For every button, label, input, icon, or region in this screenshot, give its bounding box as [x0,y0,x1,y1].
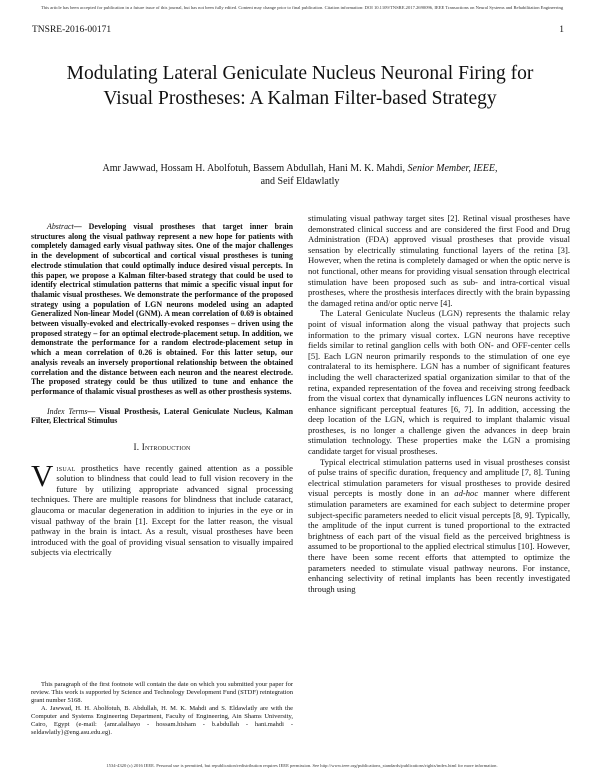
intro-paragraph-3 [308,457,570,595]
intro-paragraph-1-cont: stimulating visual pathway target sites [2]. Retinal visual prostheses have demonstrated clinical success and are considered the first Food and Drug Administration (FDA) approved visual prostheses that provide visual sensation by electrically stimulating functional layers of the retina [3]. However, when the retina is completely damaged or when the optic nerve is not functional, other means for providing visual sensation through electrical stimulation have been proposed such as sub- and intra-cortical visual prostheses, where the prosthesis interfaces directly with the brain bypassing the damaged retina and/or optic nerve [4]. [308,213,570,308]
journal-banner: This article has been accepted for publication in a future issue of this journal, but has not been fully edited. Content may change prior to final publication. Citation information: DOI 10.1109/TNSRE.2017.2690096, IEEE Transactions on Neural Systems and Rehabilitation Engineering [40,5,564,10]
paper-title: Modulating Lateral Geniculate Nucleus Neuronal Firing for Visual Prostheses: A Kalman Filter-based Strategy [66,63,534,109]
intro-paragraph-3-italic: ad-hoc [454,488,479,499]
page-number: 1 [559,25,564,35]
left-column [31,222,293,558]
section-number: I. [133,442,140,453]
footnote [31,681,293,737]
document-id: TNSRE-2016-00171 [32,25,112,35]
abstract-lead: Abstract [47,222,74,231]
footnote-paragraph-2: A. Jawwad, H. H. Abolfotuh, B. Abdullah, H. M. K. Mahdi and S. Eldawlatly are with the Computer and Systems Engineering Department, Faculty of Engineering, Ain Shams University, Cairo, Egypt (e-mail: {amr.alalhayo - hossam.hisham - b.abdullah - hani.mahdi - seldawlatly}@eng.asu.edu.eg). [31,705,293,736]
drop-cap: V [31,457,54,493]
index-terms-text: — Visual Prosthesis, Lateral Geniculate Nucleus, Kalman Filter, Electrical Stimulus [31,406,293,426]
index-terms [31,407,293,426]
author-member-title: Senior Member, IEEE, [407,163,498,174]
index-terms-lead: Index Terms [47,406,88,416]
intro-paragraph-1-text: prosthetics have recently gained attention as a possible solution to blindness that could lead to full vision recovery in the future by utilizing appropriate advanced signal processing techniques. There are multiple reasons for blindness that include cataract, glaucoma or macular degeneration in addition to injuries in the eye or in visual pathway of the brain [1]. Except for the latter reason, the visual pathway in the brain is intact. As a result, visual prostheses have been introduced with the goal of providing visual sensation to visually impaired subjects via electrically [31,462,293,558]
intro-paragraph-3-a: Typical electrical stimulation patterns used in visual prostheses consist of pulse trains of specific duration, frequency and amplitude [7, 8]. Tuning electrical stimulation parameters for visual prostheses to provide desired visual percepts is mostly done in an [308,456,570,499]
intro-paragraph-1 [31,457,293,558]
abstract [31,222,293,397]
footnote-paragraph-1: This paragraph of the first footnote will contain the date on which you submitted your paper for review. This work is supported by Science and Technology Development Fund (STDF) reintegration grant number 5168. [31,681,293,704]
author-names: Amr Jawwad, Hossam H. Abolfotuh, Bassem Abdullah, Hani M. K. Mahdi, [102,163,405,174]
intro-first-word: isual [56,462,76,473]
intro-paragraph-3-b: manner where different stimulation parameters are examined for each subject to determine proper subject-specific parameters needed to elicit visual percepts [8, 9]. Typically, the amplitude of the input current is tuned proportional to the extracted brightness of each part of the visual field as the perceived brightness is assumed to be proportional to the applied electrical stimulus [10]. However, there have been some recent efforts that attempted to optimize the parameters needed to stimulate visual pathway neurons. For instance, enhancing selectivity of retinal implants has been recently investigated through using [308,488,570,594]
author-last: and Seif Eldawlatly [260,176,340,187]
right-column [308,213,570,594]
author-block [90,162,510,188]
section-heading [31,442,293,453]
intro-paragraph-2: The Lateral Geniculate Nucleus (LGN) represents the thalamic relay point of visual information along the visual pathway that projects such information to the primary visual cortex. LGN neurons have receptive fields similar to retinal ganglion cells with both ON- and OFF-center cells [5]. Each LGN neuron primarily responds to the stimulation of one eye contralateral to its hemisphere. LGN has a number of significant features including the well characterized spatial organization similar to that of the retina, expanded representation of the fovea and receiving strong feedback from the visual cortex that dynamically influences LGN neurons activity to enhance significant perceptual features [6, 7]. In addition, accessing the deep location of the LGN, which is required to implant thalamic visual prostheses, is no longer a challenge given the advances in deep brain stimulation technology. These properties make the LGN a promising candidate target for visual prostheses. [308,308,570,457]
section-title: Introduction [141,442,191,453]
abstract-text: — Developing visual prostheses that target inner brain structures along the visual pathway represent a new hope for patients with completely damaged early visual pathway sites. One of the major challenges in the development of subcortical and cortical visual prostheses is tuning electrode stimulation that could optimally induce desired visual percepts. In this paper, we propose a Kalman filter-based strategy that could be used to identify electrical stimulation patterns that mimic a specific visual input for thalamic visual prostheses. We demonstrate the performance of the proposed strategy using a population of LGN neurons modeled using an adapted Generalized Non-linear Model (GNM). A mean correlation of 0.69 is obtained between visually-evoked and electrically-evoked responses – driven using the proposed strategy – for an optimal electrode-placement setup. In addition, we demonstrate the performance for a random electrode-placement setup in which a mean correlation of 0.26 is obtained. For this latter setup, our analysis reveals an inversely proportional relationship between the obtained correlation and the distance between each neuron and the nearest electrode. The proposed strategy could be thus utilized to tune and enhance the performance of thalamic visual prostheses as well as other prosthesis systems. [31,222,293,396]
copyright-footer: 1534-4320 (c) 2016 IEEE. Personal use is permitted, but republication/redistribution requires IEEE permission. See http://www.ieee.org/publications_standards/publications/rights/index.html for more information. [106,763,498,768]
